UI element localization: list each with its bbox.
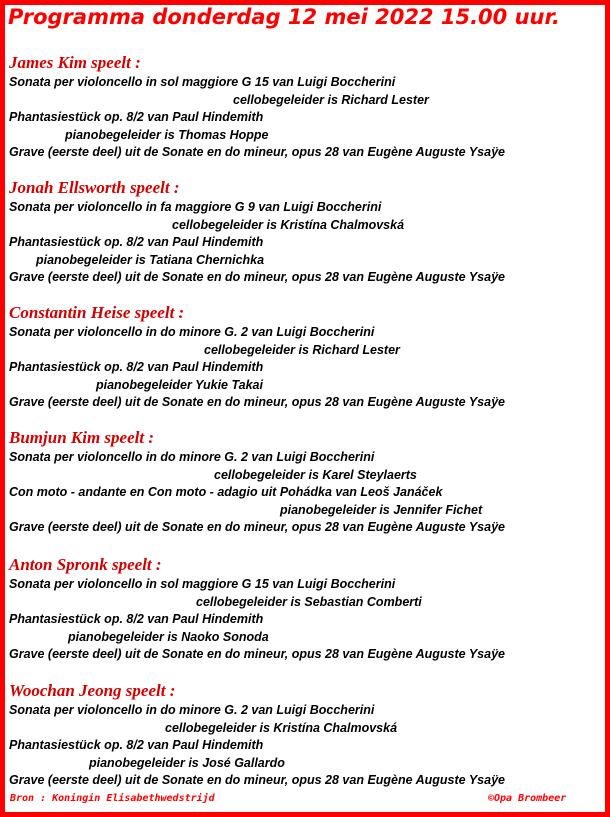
program-section-4 — [9, 428, 599, 537]
program-line: Sonata per violoncello in do minore G. 2 van Luigi Boccherini — [9, 450, 375, 464]
accompanist-line: pianobegeleider is Jennifer Fichet — [280, 502, 483, 517]
program-line: Grave (eerste deel) uit de Sonate en do mineur, opus 28 van Eugène Auguste Ysaÿe — [9, 270, 505, 284]
accompanist-line: cellobegeleider is Sebastian Comberti — [196, 594, 422, 609]
performer-name: Bumjun Kim speelt : — [9, 428, 154, 447]
program-section-5 — [9, 555, 599, 664]
program-line: Sonata per violoncello in sol maggiore G 15 van Luigi Boccherini — [9, 577, 396, 591]
performer-name: James Kim speelt : — [9, 53, 141, 72]
program-line: Phantasiestück op. 8/2 van Paul Hindemith — [9, 110, 264, 124]
program-line: Grave (eerste deel) uit de Sonate en do mineur, opus 28 van Eugène Auguste Ysaÿe — [9, 395, 505, 409]
program-line: Sonata per violoncello in fa maggiore G 9 van Luigi Boccherini — [9, 200, 382, 214]
program-section-6 — [9, 681, 599, 790]
accompanist-line: pianobegeleider is Thomas Hoppe — [65, 127, 269, 142]
program-line: Sonata per violoncello in do minore G. 2 van Luigi Boccherini — [9, 703, 375, 717]
page-title: Programma donderdag 12 mei 2022 15.00 uur. — [8, 5, 560, 29]
source-note: Bron : Koningin Elisabethwedstrijd — [10, 793, 215, 804]
program-section-2 — [9, 178, 599, 287]
accompanist-line: pianobegeleider is Tatiana Chernichka — [36, 252, 265, 267]
accompanist-line: pianobegeleider Yukie Takai — [96, 377, 263, 392]
program-line: Grave (eerste deel) uit de Sonate en do mineur, opus 28 van Eugène Auguste Ysaÿe — [9, 647, 505, 661]
program-line: Phantasiestück op. 8/2 van Paul Hindemith — [9, 235, 264, 249]
accompanist-line: cellobegeleider is Karel Steylaerts — [214, 467, 417, 482]
performer-name: Woochan Jeong speelt : — [9, 681, 176, 700]
performer-name: Jonah Ellsworth speelt : — [9, 178, 180, 197]
program-line: Phantasiestück op. 8/2 van Paul Hindemith — [9, 738, 264, 752]
program-line: Phantasiestück op. 8/2 van Paul Hindemith — [9, 360, 264, 374]
program-line: Grave (eerste deel) uit de Sonate en do mineur, opus 28 van Eugène Auguste Ysaÿe — [9, 773, 505, 787]
program-line: Con moto - andante en Con moto - adagio uit Pohádka van Leoš Janáček — [9, 485, 443, 499]
program-line: Phantasiestück op. 8/2 van Paul Hindemith — [9, 612, 264, 626]
program-line: Sonata per violoncello in sol maggiore G 15 van Luigi Boccherini — [9, 75, 396, 89]
program-section-3 — [9, 303, 599, 412]
performer-name: Constantin Heise speelt : — [9, 303, 185, 322]
accompanist-line: pianobegeleider is Naoko Sonoda — [68, 629, 269, 644]
accompanist-line: cellobegeleider is Kristína Chalmovská — [165, 720, 398, 735]
performer-name: Anton Spronk speelt : — [9, 555, 162, 574]
program-section-1 — [9, 53, 599, 162]
accompanist-line: pianobegeleider is José Gallardo — [89, 755, 285, 770]
accompanist-line: cellobegeleider is Kristína Chalmovská — [172, 217, 405, 232]
program-line: Grave (eerste deel) uit de Sonate en do mineur, opus 28 van Eugène Auguste Ysaÿe — [9, 520, 505, 534]
program-line: Grave (eerste deel) uit de Sonate en do mineur, opus 28 van Eugène Auguste Ysaÿe — [9, 145, 505, 159]
accompanist-line: cellobegeleider is Richard Lester — [204, 342, 400, 357]
program-line: Sonata per violoncello in do minore G. 2 van Luigi Boccherini — [9, 325, 375, 339]
copyright-note: ©Opa Brombeer — [488, 793, 567, 804]
accompanist-line: cellobegeleider is Richard Lester — [233, 92, 429, 107]
